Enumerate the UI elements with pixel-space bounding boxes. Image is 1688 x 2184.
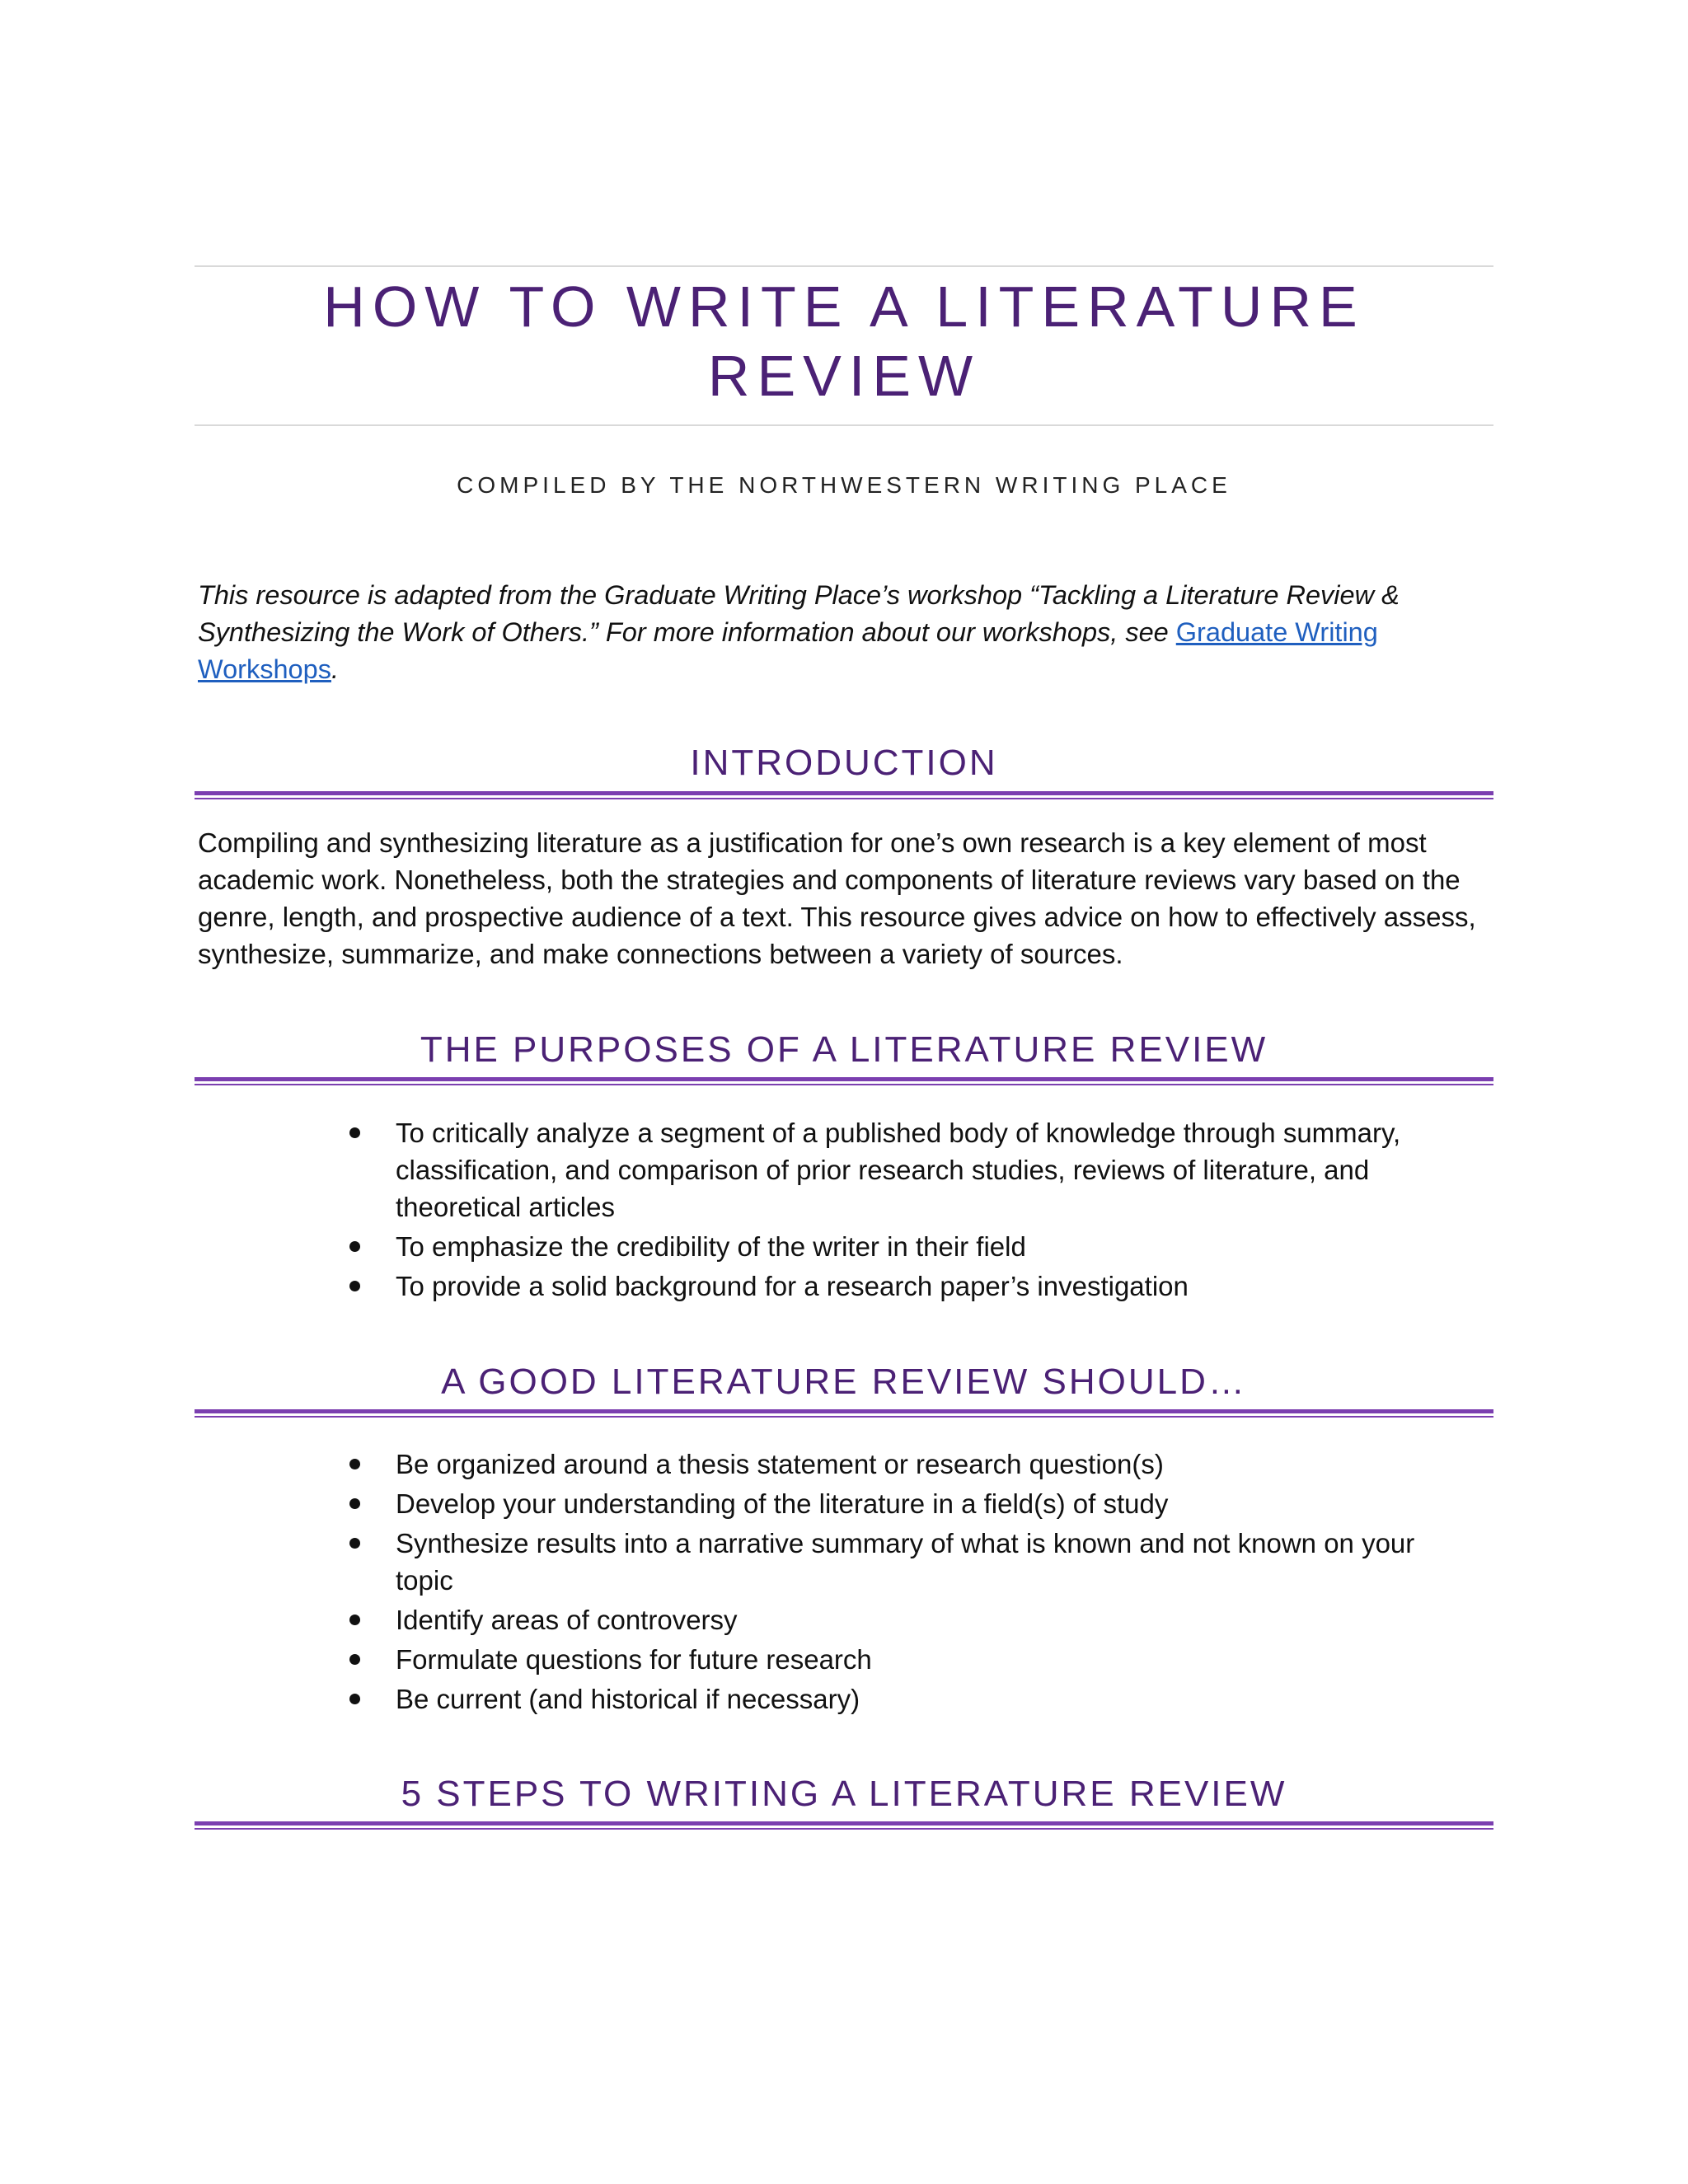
bullet-icon [349, 1127, 360, 1138]
list-item [346, 1446, 1467, 1483]
list-item-text: Develop your understanding of the literature in a field(s) of study [396, 1488, 1169, 1519]
bullet-icon [349, 1615, 360, 1625]
title-top-rule [195, 265, 1493, 267]
title-bottom-rule [195, 424, 1493, 426]
list-item-text: Synthesize results into a narrative summary of what is known and not known on your topic [396, 1528, 1415, 1596]
section-rule-purposes [195, 1077, 1493, 1085]
section-heading-introduction: INTRODUCTION [690, 743, 998, 783]
document-subtitle: COMPILED BY THE NORTHWESTERN WRITING PLACE [457, 472, 1231, 498]
intro-note-text: This resource is adapted from the Graduate Writing Place’s workshop “Tackling a Literature Review & Synthesizing the Work of Others.” For more information about our workshops, see [198, 580, 1400, 647]
section-rule-good-review [195, 1409, 1493, 1418]
section-heading-good-review: A GOOD LITERATURE REVIEW SHOULD… [441, 1361, 1247, 1402]
list-item [346, 1228, 1467, 1265]
list-item [346, 1641, 1467, 1678]
bullet-icon [349, 1459, 360, 1469]
list-item-text: To critically analyze a segment of a published body of knowledge through summary, classification, and comparison of prior research studies, reviews of literature, and theoretical articles [396, 1118, 1401, 1222]
document-title-line-1: HOW TO WRITE A LITERATURE [323, 274, 1365, 339]
list-item-text: To provide a solid background for a research paper’s investigation [396, 1271, 1189, 1301]
bullet-icon [349, 1538, 360, 1549]
bullet-icon [349, 1498, 360, 1509]
bullet-icon [349, 1654, 360, 1665]
section-rule-steps [195, 1821, 1493, 1830]
list-item-text: To emphasize the credibility of the writer in their field [396, 1231, 1026, 1262]
intro-note [198, 577, 1418, 688]
section-rule-introduction [195, 791, 1493, 799]
list-item [346, 1268, 1467, 1305]
list-item [346, 1114, 1467, 1226]
bullet-icon [349, 1281, 360, 1291]
list-item [346, 1601, 1467, 1638]
document-title-line-2: REVIEW [707, 344, 981, 408]
list-item [346, 1485, 1467, 1522]
list-item [346, 1680, 1467, 1718]
section-heading-purposes: THE PURPOSES OF A LITERATURE REVIEW [420, 1029, 1268, 1070]
graduate-writing-workshops-link[interactable]: Graduate Writing Workshops [198, 617, 1378, 684]
section-heading-steps: 5 STEPS TO WRITING A LITERATURE REVIEW [401, 1774, 1287, 1814]
bullet-icon [349, 1241, 360, 1252]
list-item-text: Formulate questions for future research [396, 1644, 872, 1675]
intro-note-after-link: . [331, 654, 339, 684]
list-item-text: Be organized around a thesis statement or research question(s) [396, 1449, 1164, 1479]
bullet-icon [349, 1694, 360, 1704]
good-review-list [346, 1446, 1467, 1720]
purposes-list [346, 1114, 1467, 1307]
introduction-paragraph: Compiling and synthesizing literature as a justification for one’s own research is a key element of most academic work. Nonetheless, both the strategies and components of literature reviews vary based on the genre, length, and prospective audience of a text. This resource gives advice on how to effectively assess, synthesize, summarize, and make connections between a variety of sources. [198, 827, 1476, 969]
list-item-text: Be current (and historical if necessary) [396, 1684, 860, 1714]
list-item [346, 1525, 1467, 1599]
list-item-text: Identify areas of controversy [396, 1605, 738, 1635]
